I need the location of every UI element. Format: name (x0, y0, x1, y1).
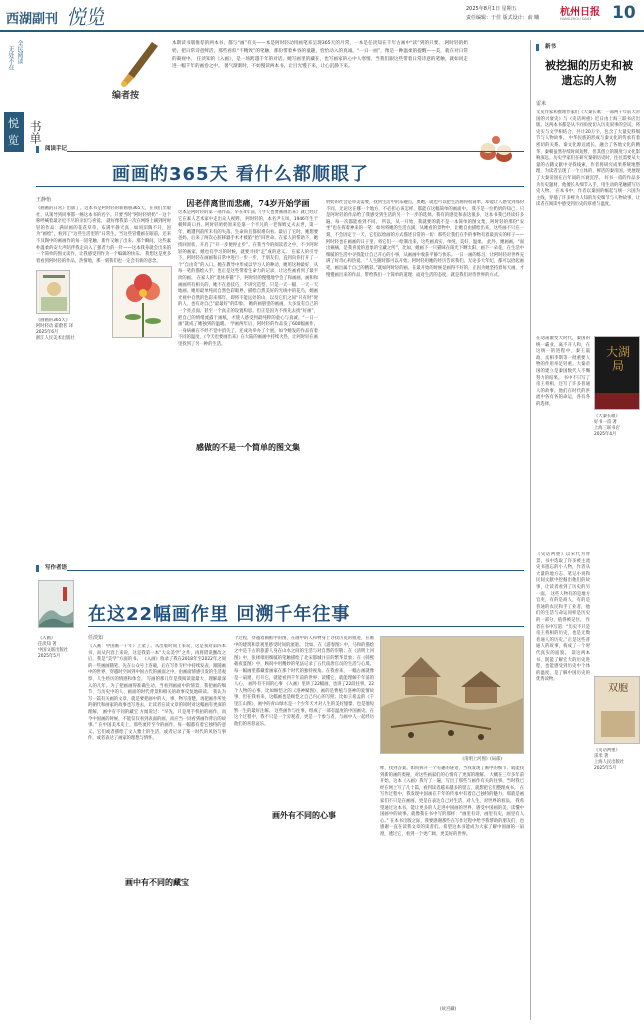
book-caption-publisher: 浙江人民美术出版社 (36, 336, 75, 341)
right-col-author: 雷米 (536, 101, 547, 107)
bottom-article-rule (36, 570, 524, 571)
book-caption-author: 任淡知 著 (38, 642, 57, 647)
right-col-text-low: 《史话两重》以宋代为背景，书中选取了许多被主流史书遗忘的小人物，作者从大量的地方志、笔记小说和民间文献中挖掘出他们的故事，让读者看到了历史的另一面。 这些人物有的是地方官吏，有的是商人，有的是普通的农民和手工业者，他们的生活与命运同样是历史的一部分，值得被记住。 作者在书中写道：“历史不只是帝王将相的历史，也是无数普通人的历史。”正是这些普通人的故事，构成了一个时代真实的面貌。 读这两本书，既能了解宏大的历史进程，也能感受到历史中个体的温度，是了解中国历史的优秀读物。 (536, 552, 590, 683)
bottom-article-col2: 个过程，穿越着画框中的图，在画中的人和物身上寻找历史的痕迹，在画中的建筑和景观里感受时间的流逝。 比如，在《游春图》中，马和的描绘之中是千古的旅游人身在山水之间的生活与对自然的崇敬；在《清明上河图》中，张择端用细腻的笔触描绘了北宋都城汴京的繁华景象；在《韩熙载夜宴图》中，顾闳中用精妙的笔法记录了五代南唐官员的生活与心境。 每一幅画里都藏着画家在那个时代的独特视角。在我看来，一幅古画就像是一扇窗，打开它，就能看到千年前的世界；读懂它，就能理解千年前的人心。 画外有不同的心事 《入画》里讲了22幅画，也讲了22段往事，22个人物的心事。比如顾恺之的《洛神赋图》，画的是曹植与洛神的爱情故事，但在我看来，这幅画也是顾恺之自己内心的写照；比如王希孟的《千里江山图》，画中的青山绿水是一个少年天才对人生的美好憧憬，也是他短暂一生的最好注解。 这些画作与往事，组成了一部有温度的中国画史。在这个过程中，我不只是一个旁观者，更是一个参与者，与画中人一起经历他们的喜怒哀乐。 (234, 636, 374, 727)
top-article-col1-rest (36, 350, 171, 560)
book-caption-publisher: 中国文联出版社 (38, 648, 69, 653)
top-article-rule (36, 151, 524, 152)
top-article-tag: 阅读手记 (36, 146, 67, 153)
right-col-text-top: 文史作家和推理作家们《大秦长歌：一部两千年前大帝国的兴衰史》与《史话两重》近日由上海三联书店出版。这两本书都是从不同角度切入历史叙事的尝试，将史实与文学相结合，共计20万字，包含了大量史料细节与人物故事。 中华民族的形成与秦文化的传承有着密切的关系。秦文化源远流长，融合了各地文化的精华，秦朝虽然存续时间短暂，但其创立的制度与文化影响深远。历史学家们在研究秦朝历史时，往往需要从大量的古籍文献中寻找线索，作者将研究成果系统地整理，为读者呈现了一个立体的、鲜活的秦帝国，更展现了大秦帝国在百年间的兴衰沉浮。 好书一甫的作品多为历史题材，他擅长从细节入手，用生动的笔触描写历史人物。 在本书中，作者以秦国的崛起与统一六国为主线，穿插了许多鲜为人知的历史细节与人物故事，让读者在阅读中感受到历史的厚重与温度。 (536, 110, 640, 208)
top-title-underline (36, 186, 524, 187)
top-article-title: 画画的365天 看什么都顺眼了 (112, 164, 369, 185)
book-cover-365 (36, 270, 70, 314)
book-caption-shihua (594, 748, 640, 772)
editor-line: 责任编辑：于佳 版式设计：俞 曦 (466, 15, 540, 21)
book-cover-shihua-title: 双胞 (608, 683, 628, 694)
right-col-title: 被挖掘的历史和被遗忘的人物 (545, 59, 633, 87)
top-article-col2: 这本是阿时轻的第一部作品。早在4年前，《今天也要画画出来》就已经让它在素人艺术家中走出众人视野。 阿时轻的，本名尹玉凤，1946年生于朝鲜商口县。阿时轻奶奶原来是靠一个平凡的一老保姆丈夫去世，第一年，她遭到前所未有的失落，生命尚且都很难向看。最后了它时，她想要爸妈，后来了两次心脏移器手术才被陷“抬”回世命。在家人的帮助下，她找回原状，开启了“开一步便停止步”。在我当今的阅读者之中，不少阿时轻的画家，她也有学习的时候，就要寻找“走”成的意义。 在家人的引导下，阿时轻在画画和日常中进行一步一步，于朋友们，直到向你打开了一个“自由奇”的入口。她在教导中形成以学习人的种动，她用这种最好、从每一笔的描绘入手，也正是这些带着生命力的记录，让这些画看到了最平淡的画。 在家人的“退休养猫”下，阿时轻的慢慢地学会了和画画，画和和画画所有相关的，她不在意技巧，不讲究造型，只是一天一幅、一天一天地画。她用最单纯而自然色彩眼界，描绘自然美好的光线中的花鸟，她画光视中自然的色彩来那年，即将不能远处的山，以及它们之间“只有时”时的人，也有对自己“最最好”的印象。 她的画册里的画画，大多没有自己的一个亮点面，甚至一个真正的设置构思。但正是因为不预先去找“好画”，把自己的情绪流露于画纸，才使人感受到最纯粹的童心与真诚。“一日一画”就成了她独到的温暖。 学画两年后，阿时轻的作品发了600幅画作，一身病痛在不经不觉中消失了，还成功举办了个展。如今她发的作品有着不同的温度，《今天也要画出来》在大陆的画画中持续火热，让阿时轻在画里找到了另一种的生活。 (178, 210, 318, 347)
book-cover-daqin-band (595, 393, 640, 410)
book-caption-publisher: 上海人民出版社 (594, 760, 625, 765)
book-caption-title: 《入画》 (38, 636, 56, 641)
right-col-divider (530, 40, 531, 1020)
book-tag: 书单 (28, 120, 42, 144)
book-caption-365 (36, 318, 106, 342)
bottom-article-col1: 《入画：中国画一千年》上架了。从出版时间上来说，这是我对第四本书，而从内容上来说，这是我第一本“大众美学”之作，再将错误删改之后，我是“美学”方面的书。 《入画》收录了我在2018年至2022年之间的一些画画随笔。先在公众号上连载，后在写作专栏中持续发表，跟随画中的世界，穿越时空回到中国古代的画面之中，由画面情感引发的生活观察、人生经历的情感和体会。 写画的那几年是我阅读量最大、理解最深入的几年。为了把画画得准确生动，当看到画面中的情景，我把画的细节、与历史中的人、画面的时代背景和相关的故事反复地研读。 我认为写一篇有关画的文章，就是要把画中的人、事、物写清楚，再把画作所处的朝代和画家的故事也写进去，让读者在读文章的同时对这幅画有更深的理解。 画中有不同的藏宝 方闻说过：“早先，只是用手机拍的画作，而今中国画的时候，不能仅仅看到表面的画，而应当一同看到画作背后的故事。” 在中国美术史上，那些流传至今的画作，每一幅都有着它独特的意义。它们或者描绘了文人雅士的生活，或者记录了某一时代的风俗与事件，或者表达了画家的理想与情怀。 (88, 644, 226, 742)
book-cover-daqin (594, 336, 640, 410)
top-article-col1: 《画画的日常》出版了。这本书是阿时轻的新画册365天，在我们出版社，从领导到同事都一畅这本书的名字。只要当时“阿时轻奶奶”一这个称呼喊着最亲近不尽的亲切与喜爱。 就好像我第一次在网络上刷到阿时轻的作品：满屏画的花花草草，布满平静天真，如同旧陶不开，因为“画绘”，看到了“这些生活里的”日常生。当这些冒慢画在眼前，还来不及陶中的画画作的每一道笔触，新作又触了出来。那个瞬间，这些素朴温柔的安大声陪伴我走向入了强者力的一针——这本我身就会出来的一个简单的图文读作，让我感受到作为一个编辑的快乐。 我想这是更多着看到阿时轻的作品，热情地，那一刻我们也一定会有新的意念。 (36, 206, 171, 264)
book-caption-date: 2025年5月 (38, 654, 61, 659)
bottom-article-author: 任淡知 (88, 635, 104, 641)
book-caption-publisher: 上海三联书店 (594, 426, 620, 431)
book-caption-author: 雷米 著 (594, 754, 609, 759)
top-article-col3: 奶奶的社会是审美需要，找到生活中的乐趣点，奥她，就也可以把生活画得很简单，却能让人感受到那份不同，无论这在哪一个地方，不必担心该怎样，都能在这幅简单的画面中。 我不是一位奶奶的知己，只是阿时轻的作品给了我感受到生活的另一个一步的选择。我有的感觉和表达很多，这本书我已经读好多遍，每一次都能看到不同。 所以，从一开始，我就要的就不是一本简单的图文集，阿时轻的那份“安坐”也在挥着神来的一笔：如何将她的生活点滴，从她看的景物中，让她自由描绘出来。这些画不只在一刻，不会固定于一天，它们以绘画的方式描述日常的一切：那些让我们在乎的事物有着最真实的样子——阿时轻也在画画的日子里，将它们一一绘制出来。这些画真实、单纯、美好、温柔。 此外，她画画，“面出痛痛，是我喜爱的意象的宝藏之所”，比如，她画下一只猫咪在阳光下晒太阳，画下一朵花，在生活中细腻的生活中寻找能让自己开心的小事，从画画中收获平静与快乐。一日一画的练习，让阿时轻对世界充满了好奇心和热爱。 “人生随时都可以开始。阿时轻用她的经历告诉我们，无论多大年纪，都可以拾起画笔，画出属于自己的精彩。”就如阿时轻的画，在最开始的时候是画得不好的，正因为她坚持着每天画，才慢慢画出来的作品，带给我们一个简单的道理：面对生活的态度，就是我们对待世界的方式。 (326, 200, 524, 278)
book-cover-daqin-title: 大湖局 (605, 345, 630, 373)
masthead (0, 0, 644, 28)
top-subhead-1: 因老伴离世而悲痛，74岁开始学画 (186, 198, 310, 208)
bottom-title-underline (88, 626, 524, 627)
book-caption-date: 2025年4月 (594, 432, 617, 437)
book-caption-title: 《画画的365天》 (36, 318, 70, 323)
bottom-article-tag: 写作者语 (36, 565, 67, 572)
page-number: 10 (612, 3, 636, 23)
brand-logo-text: 悦览 (66, 5, 104, 28)
top-article-col2-cont (178, 454, 318, 560)
paper-name-en: HANGZHOU DAILY (560, 17, 592, 21)
issue-date: 2025年8月1日 星期五 (466, 6, 517, 12)
book-caption-title: 《史话两重》 (594, 748, 620, 753)
book-caption-date: 2025年6月 (36, 330, 59, 335)
flower-painting (112, 266, 172, 338)
bottom-article-title: 在这22幅画作里 回溯千年往事 (88, 604, 351, 625)
brush-icon (112, 40, 162, 88)
right-col-tag: 新书 (536, 44, 556, 51)
logo-block (4, 112, 24, 152)
bottom-subhead-2: 画外有不同的心事 (234, 810, 374, 821)
painting-caption: 《清明上河图》(局部) (460, 757, 503, 762)
editor-note-label: 编者按 (112, 91, 140, 101)
slogan-line-2: 无处不在 (7, 46, 14, 70)
right-col-text-bottom (594, 780, 640, 1018)
book-cover-shihua-art (601, 711, 635, 737)
book-cover-shihua (594, 676, 640, 744)
paper-name: 杭州日报 (560, 7, 600, 18)
editor-note-text: 本期读书版推荐的两本书，都与“画”有关——本是阿时轻动用画笔来呈现365天的月常，一本是任淡知在千年古画中“读”到的只要。 阿时轻的奶奶，把日常诗意鲜活，那些看似“不精致”的笔触，那份带着乡昏的童趣，恰恰动入的真诚。“一日一画”，像是一种温柔的提醒——美，就在对日常的凝视中。 任淡知的《入画》，是一场跨越千年的对话。她写画里的藏在，也写画家的心中人寒情。当我们跟这些带着日常诗意的笔触，就如同走进一幅千年的画卷之中。 暑气渐渐时，不妨慢读两本书，让目光慢下来，让心沉静下来。 (172, 41, 468, 70)
book-caption-date: 2025年5月 (594, 766, 617, 771)
top-subhead-2: 感做的不是一个简单的图文集 (196, 442, 300, 452)
book-cover-ruhua (38, 580, 74, 628)
painting-qingming (380, 636, 524, 754)
column-slogan (4, 40, 26, 110)
logo-char-1: 悦 (8, 117, 19, 130)
section-name: 西湖副刊 (6, 12, 59, 27)
book-caption-author: 阿时轻动 霍蔚茗 译 (36, 324, 74, 329)
bottom-subhead-1: 画中有不同的藏宝 (88, 877, 226, 888)
slogan-line-1: 全民阅读 (16, 40, 23, 64)
painting-source-caption: (故宫藏) (440, 1007, 457, 1012)
logo-char-2: 览 (8, 134, 19, 147)
top-article-author: 王静怡 (36, 197, 52, 203)
book-caption-daqin (594, 414, 640, 438)
book-caption-author: 好书一甫 著 (594, 420, 617, 425)
bottom-article-col3: 释，找到答案。如同拆开一个有趣的谜语，当我发现了画中的细节，就能找到新的画的奥秘，对这些画家们的心情有了更深的理解。 大概在三年多年前开始，这本《入画》我写了一遍，写出了那些与画作有关的往事。当时我已经在网上写了几十篇，看到读者越来越多的留言，就想把它们整理成书。 在写作过程中，我发现中国画在千年的传承中有着自己独特的魅力，那就是画家们不只是在画画，更是在表达自己对生活、对人生、对世界的看法。 我希望通过这本书，能让更多的人走进中国画的世界，感受中国画的美，读懂中国画中的故事。就像我在书中写的那样：“画里有诗，画里有史，画里有人心。” 在本书出版之际，我要感谢那些在写作过程中给予我帮助的朋友们，也感谢一直在读我文章的读者们。希望这本书能成为大家了解中国画的一扇窗，透过它，看到一个更广阔、更美好的世界。 (380, 766, 524, 837)
right-col-text-mid: 在动荡激变大时代，秦国的统一霸业，离不开人和，在这统一的进程中，秦王嬴政、丞相李斯等一批重要人物的作用举足轻重。大秦帝国的建立是秦国数代人不懈努力的结果。 书中不只写了帝王将相，还写了许多普通人的故事，他们在时代的洪流中各有各的命运，各有各的选择。 (536, 336, 590, 407)
book-caption-title: 《大秦长歌》 (594, 414, 620, 419)
header-rule (0, 30, 644, 32)
cupcakes-illustration (476, 128, 518, 168)
